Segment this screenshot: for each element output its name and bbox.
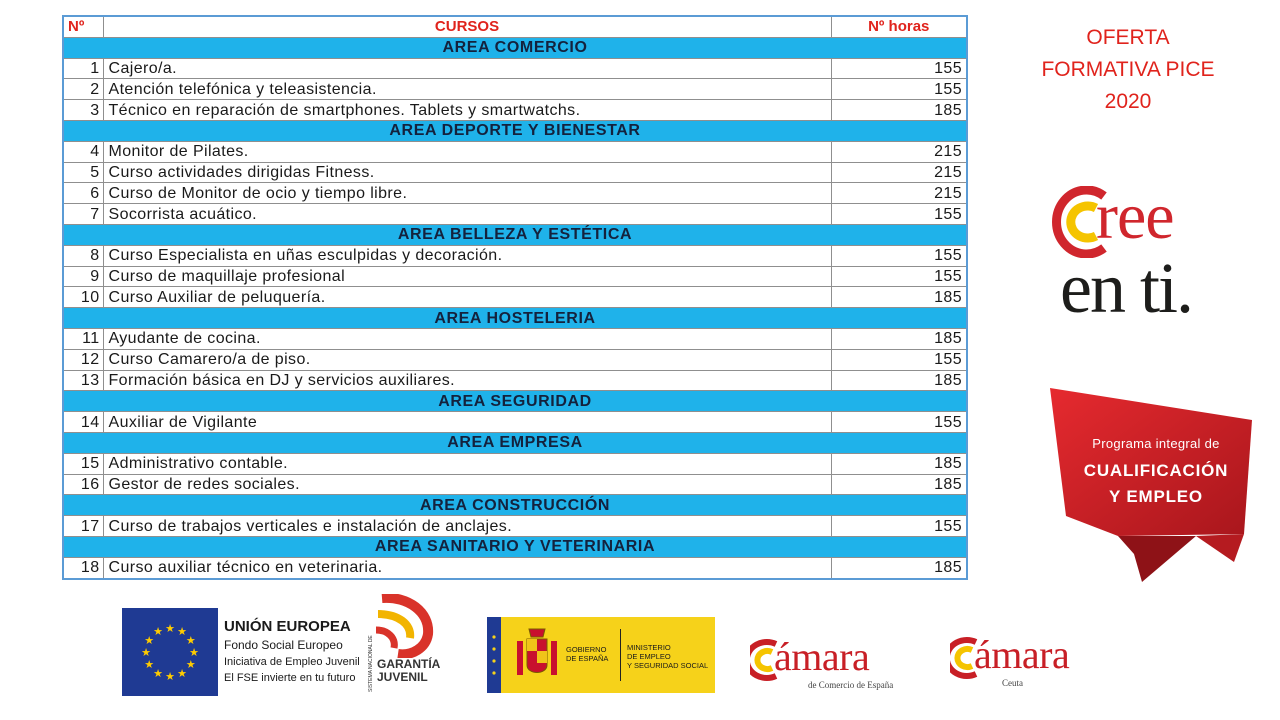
program-badge-subtitle: Programa integral de [1092,436,1220,451]
ministerio-line: DE EMPLEO [627,652,671,661]
table-row [63,79,967,100]
course-hours: 215 [831,141,967,162]
cree-en-ti-logo [1050,178,1230,328]
eu-star-icon: ★ [177,626,187,639]
course-number: 15 [63,453,103,474]
course-number: 4 [63,141,103,162]
area-header-row [63,37,967,58]
camara-word: ámara [774,634,870,679]
offer-title-line: FORMATIVA PICE [1041,58,1215,81]
course-hours: 155 [831,516,967,537]
course-hours: 155 [831,204,967,225]
course-hours: 155 [831,79,967,100]
course-name: Formación básica en DJ y servicios auxiliares. [103,370,831,391]
course-name: Auxiliar de Vigilante [103,412,831,433]
area-header-row [63,120,967,141]
offer-title-line: 2020 [1104,90,1152,113]
area-header-row [63,495,967,516]
course-number: 1 [63,58,103,79]
course-name: Curso de trabajos verticales e instalación de anclajes. [103,516,831,537]
gobierno-divider [620,629,621,681]
course-table-body [63,37,967,578]
table-row [63,349,967,370]
area-header-row [63,224,967,245]
course-number: 7 [63,204,103,225]
course-name: Curso auxiliar técnico en veterinaria. [103,557,831,578]
course-number: 16 [63,474,103,495]
area-header-row [63,536,967,557]
area-header-row [63,391,967,412]
camara-ceuta-logo [950,630,1110,690]
camara-word: ámara [974,632,1070,677]
program-badge-title [1058,458,1254,510]
course-name: Curso de Monitor de ocio y tiempo libre. [103,183,831,204]
course-table [62,15,968,580]
program-badge-line: Y EMPLEO [1109,487,1203,506]
camara-subtitle: de Comercio de España [808,680,894,690]
table-row [63,516,967,537]
course-name: Gestor de redes sociales. [103,474,831,495]
course-number: 13 [63,370,103,391]
table-row [63,100,967,121]
program-badge [1046,386,1258,586]
course-hours: 155 [831,349,967,370]
course-name: Socorrista acuático. [103,204,831,225]
table-row [63,370,967,391]
eu-title: UNIÓN EUROPEA [224,618,351,635]
table-row [63,412,967,433]
course-number: 5 [63,162,103,183]
course-hours: 185 [831,557,967,578]
eu-star-icon: ★ [141,647,151,659]
course-hours: 185 [831,287,967,308]
course-name: Cajero/a. [103,58,831,79]
course-number: 3 [63,100,103,121]
course-name: Curso Camarero/a de piso. [103,349,831,370]
course-name: Curso actividades dirigidas Fitness. [103,162,831,183]
garantia-juvenil-small: SISTEMA NACIONAL DE [368,635,374,692]
eu-line: Iniciativa de Empleo Juvenil [224,656,360,668]
table-row [63,474,967,495]
course-number: 10 [63,287,103,308]
eu-star-icon: ★ [189,647,199,659]
eu-star-icon: ★ [185,635,196,647]
offer-title [1020,22,1236,118]
area-label: AREA BELLEZA Y ESTÉTICA [63,224,967,245]
course-number: 14 [63,412,103,433]
course-name: Curso de maquillaje profesional [103,266,831,287]
header-hours: Nº horas [831,16,967,37]
table-header-row [63,16,967,37]
eu-flag-icon [122,608,218,696]
eu-line: El FSE invierte en tu futuro [224,672,356,684]
course-hours: 155 [831,412,967,433]
eu-star-icon: ★ [177,667,187,680]
course-hours: 185 [831,474,967,495]
eu-star-icon: ★ [165,623,175,635]
course-number: 6 [63,183,103,204]
course-hours: 185 [831,453,967,474]
area-label: AREA EMPRESA [63,432,967,453]
course-hours: 185 [831,370,967,391]
course-hours: 215 [831,162,967,183]
area-label: AREA CONSTRUCCIÓN [63,495,967,516]
header-num: Nº [63,16,103,37]
gobierno-espana-logo [487,617,715,693]
table-row [63,58,967,79]
area-header-row [63,432,967,453]
eu-line: Fondo Social Europeo [224,638,343,652]
table-row [63,328,967,349]
course-number: 9 [63,266,103,287]
camara-espana-logo [750,632,910,692]
course-number: 2 [63,79,103,100]
area-header-row [63,308,967,329]
course-number: 11 [63,328,103,349]
eu-star-icon: ★ [144,635,155,647]
coat-of-arms-icon [513,627,561,685]
table-row [63,141,967,162]
area-label: AREA COMERCIO [63,37,967,58]
en-ti-word: en ti. [1060,248,1192,328]
garantia-juvenil-line: GARANTÍA [377,657,441,671]
eu-star-icon: ★ [165,671,175,683]
ministerio-line: MINISTERIO [627,643,671,652]
eu-star-icon: ★ [153,667,163,680]
course-hours: 155 [831,245,967,266]
garantia-juvenil-title [377,658,440,684]
table-row [63,183,967,204]
course-number: 18 [63,557,103,578]
area-label: AREA SEGURIDAD [63,391,967,412]
table-row [63,162,967,183]
course-number: 17 [63,516,103,537]
course-hours: 185 [831,100,967,121]
course-name: Ayudante de cocina. [103,328,831,349]
course-name: Atención telefónica y teleasistencia. [103,79,831,100]
gobierno-text [566,645,608,663]
area-label: AREA DEPORTE Y BIENESTAR [63,120,967,141]
offer-title-line: OFERTA [1086,26,1170,49]
ministerio-line: Y SEGURIDAD SOCIAL [627,661,709,670]
table-row [63,266,967,287]
area-label: AREA HOSTELERIA [63,308,967,329]
course-hours: 185 [831,328,967,349]
course-number: 8 [63,245,103,266]
eu-logo [122,608,360,696]
course-name: Monitor de Pilates. [103,141,831,162]
program-badge-line: CUALIFICACIÓN [1083,461,1229,480]
eu-star-icon: ★ [153,626,163,639]
eu-star-icon: ★ [144,659,155,671]
camara-subtitle: Ceuta [1002,678,1023,688]
area-label: AREA SANITARIO Y VETERINARIA [63,536,967,557]
course-hours: 155 [831,266,967,287]
gobierno-line: GOBIERNO [566,645,607,654]
table-row [63,245,967,266]
course-hours: 215 [831,183,967,204]
cree-word: ree [1096,180,1174,253]
table-row [63,287,967,308]
table-row [63,453,967,474]
course-name: Administrativo contable. [103,453,831,474]
course-name: Curso Auxiliar de peluquería. [103,287,831,308]
eu-star-icon: ★ [185,659,196,671]
garantia-juvenil-line: JUVENIL [377,670,428,684]
garantia-juvenil-logo [368,594,440,694]
garantia-juvenil-icon [368,594,440,658]
gobierno-line: DE ESPAÑA [566,654,609,663]
course-number: 12 [63,349,103,370]
header-course: CURSOS [103,16,831,37]
course-name: Curso Especialista en uñas esculpidas y decoración. [103,245,831,266]
course-hours: 155 [831,58,967,79]
eu-strip-icon [487,617,501,693]
ministerio-text [627,643,708,670]
table-row [63,204,967,225]
table-row [63,557,967,578]
course-name: Técnico en reparación de smartphones. Tablets y smartwatchs. [103,100,831,121]
